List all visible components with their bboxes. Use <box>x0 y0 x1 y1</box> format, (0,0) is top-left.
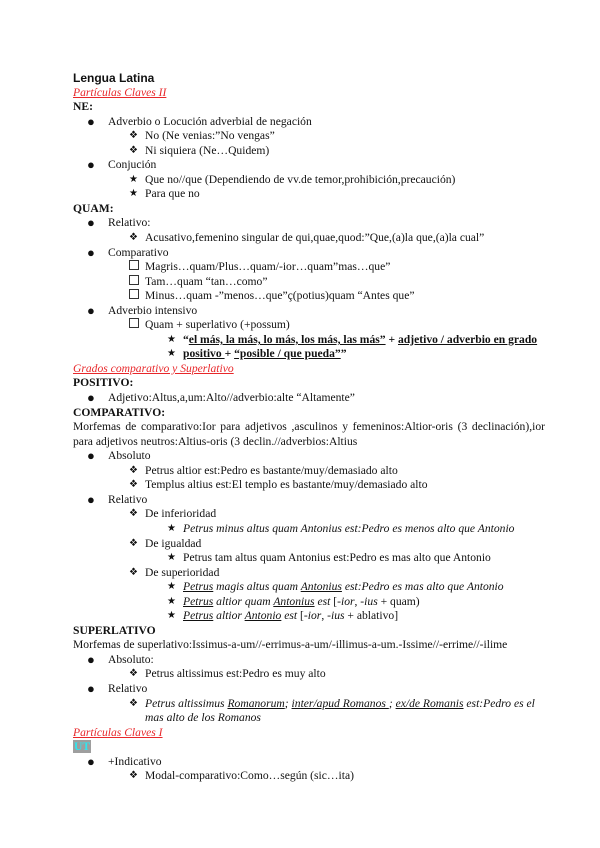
text-run: Que no//que (Dependiendo de vv.de temor,prohibición,precaución) <box>145 172 456 186</box>
list-item <box>73 333 545 348</box>
text-run: ius <box>330 609 345 623</box>
list-item <box>73 609 545 624</box>
text-run: ior <box>307 609 322 623</box>
text-run: Absoluto: <box>108 652 154 666</box>
star-icon: ★ <box>129 173 138 185</box>
star-icon: ★ <box>167 333 176 345</box>
paragraph <box>73 638 545 653</box>
section-heading <box>73 86 545 101</box>
text-run: Antonius <box>300 580 342 594</box>
text-run: SUPERLATIVO <box>73 623 156 637</box>
list-item <box>73 755 545 770</box>
diamond-icon: ❖ <box>129 537 138 549</box>
list-item <box>73 551 545 566</box>
star-icon: ★ <box>167 581 176 593</box>
list-item <box>73 187 545 202</box>
text-run: Morfemas de comparativo:Ior para adjetivos ,asculinos y femeninos:Altior-oris (3 declinación),ior para adjetivos neutros:Altius-oris (3 declin.//adverbios:Altius <box>73 420 545 448</box>
text-run: altior <box>213 609 245 623</box>
text-run: Petrus altissimus est:Pedro es muy alto <box>145 667 326 681</box>
bullet-icon: ● <box>87 651 95 667</box>
list-item <box>73 507 545 522</box>
bullet-icon: ● <box>87 157 95 173</box>
bullet-icon: ● <box>87 302 95 318</box>
list-item <box>73 682 545 697</box>
list-item <box>73 522 545 537</box>
diamond-icon: ❖ <box>129 770 138 782</box>
text-run: est <box>281 609 301 623</box>
list-item <box>73 537 545 552</box>
bullet-icon: ● <box>87 390 95 406</box>
text-run: Petrus <box>183 580 214 594</box>
list-item <box>73 304 545 319</box>
paragraph <box>73 740 545 755</box>
text-run: altior quam <box>213 594 274 608</box>
diamond-icon: ❖ <box>129 668 138 680</box>
list-item <box>73 260 545 275</box>
list-item <box>73 493 545 508</box>
text-run: No (Ne venias:”No vengas” <box>145 129 275 143</box>
text-run: +Indicativo <box>108 754 162 768</box>
list-item <box>73 231 545 246</box>
text-run: Comparativo <box>108 245 169 259</box>
list-item <box>73 566 545 581</box>
list-item <box>73 449 545 464</box>
star-icon: ★ <box>167 552 176 564</box>
text-run: Minus…quam -”menos…que”ç(potius)quam “Antes que” <box>145 289 415 303</box>
text-run: Petrus tam altus quam Antonius est:Pedro es mas alto que Antonio <box>183 551 491 565</box>
list-item <box>73 769 545 784</box>
text-run: + <box>385 332 398 346</box>
diamond-icon: ❖ <box>129 232 138 244</box>
bullet-icon: ● <box>87 215 95 231</box>
text-run: Templus altius est:El templo es bastante/muy/demasiado alto <box>145 478 428 492</box>
text-run: positivo <box>183 347 225 361</box>
text-run: Relativo: <box>108 216 151 230</box>
text-run: Petrus minus altus quam Antonius est:Pedro es menos alto que Antonio <box>183 521 515 535</box>
text-run: UT <box>74 740 91 754</box>
text-run: ; <box>388 696 396 710</box>
section-heading <box>73 726 545 741</box>
list-item <box>73 653 545 668</box>
text-run: ior <box>340 594 355 608</box>
diamond-icon: ❖ <box>129 144 138 156</box>
text-run: Modal-comparativo:Como…según (sic…ita) <box>145 769 354 783</box>
text-run: ius <box>364 594 378 608</box>
text-run: Petrus altior est:Pedro es bastante/muy/demasiado alto <box>145 463 398 477</box>
star-icon: ★ <box>167 522 176 534</box>
text-run: POSITIVO: <box>73 376 134 390</box>
text-run: Magris…quam/Plus…quam/-ior…quam”mas…que” <box>145 260 391 274</box>
document-page <box>73 71 545 784</box>
text-run: “posible / que pueda” <box>234 347 341 361</box>
text-run: NE: <box>73 100 93 114</box>
text-run: inter/apud Romanos <box>291 696 389 710</box>
text-run: Absoluto <box>108 449 151 463</box>
list-item <box>73 580 545 595</box>
text-run: + ablativo] <box>344 609 399 623</box>
text-run: magis altus quam <box>213 580 301 594</box>
star-icon: ★ <box>167 610 176 622</box>
text-run: ” <box>340 347 347 361</box>
diamond-icon: ❖ <box>129 130 138 142</box>
text-run: QUAM: <box>73 201 114 215</box>
bullet-icon: ● <box>87 113 95 129</box>
diamond-icon: ❖ <box>129 479 138 491</box>
bullet-icon: ● <box>87 753 95 769</box>
text-run: Relativo <box>108 681 148 695</box>
list-item <box>73 289 545 304</box>
text-run: ex/de Romanis <box>395 696 464 710</box>
text-run: Adjetivo:Altus,a,um:Alto//adverbio:alte “Altamente” <box>108 391 355 405</box>
list-item <box>73 144 545 159</box>
text-run: Relativo <box>108 492 148 506</box>
paragraph <box>73 420 545 449</box>
text-run: est:Pedro es mas alto que Antonio <box>341 580 504 594</box>
list-item <box>73 667 545 682</box>
box-icon <box>129 275 139 291</box>
list-item <box>73 216 545 231</box>
paragraph <box>73 202 545 217</box>
text-run: Para que no <box>145 187 200 201</box>
text-run: Romanorum <box>227 696 285 710</box>
text-run: est <box>314 594 334 608</box>
text-run: De inferioridad <box>145 507 217 521</box>
box-icon <box>129 289 139 305</box>
text-run: Quam + superlativo (+possum) <box>145 318 290 332</box>
list-item <box>73 391 545 406</box>
text-run: De igualdad <box>145 536 202 550</box>
text-run: Petrus <box>183 594 214 608</box>
list-item <box>73 318 545 333</box>
list-item <box>73 173 545 188</box>
list-item <box>73 478 545 493</box>
text-run: , - <box>321 609 331 623</box>
list-item <box>73 158 545 173</box>
diamond-icon: ❖ <box>129 566 138 578</box>
paragraph <box>73 100 545 115</box>
list-item <box>73 129 545 144</box>
text-run: adjetivo / adverbio en grado <box>397 332 538 346</box>
text-run: Partículas Claves I <box>73 725 163 739</box>
bullet-icon: ● <box>87 680 95 696</box>
text-run: + quam) <box>377 594 420 608</box>
diamond-icon: ❖ <box>129 464 138 476</box>
text-run: Grados comparativo y Superlativo <box>73 361 234 375</box>
star-icon: ★ <box>167 595 176 607</box>
text-run: + <box>224 347 235 361</box>
text-run: Morfemas de superlativo:Issimus-a-um//-errimus-a-um/-illimus-a-um.-Issime//-errime//-ilime <box>73 638 508 652</box>
list-item <box>73 464 545 479</box>
text-run: De superioridad <box>145 565 220 579</box>
bullet-icon: ● <box>87 244 95 260</box>
text-run: Petrus altissimus <box>145 696 228 710</box>
list-item <box>73 697 545 726</box>
paragraph <box>73 406 545 421</box>
text-run: Lengua Latina <box>73 71 155 85</box>
section-heading <box>73 362 545 377</box>
text-run: [- <box>300 609 308 623</box>
text-run: Ni siquiera (Ne…Quidem) <box>145 143 270 157</box>
star-icon: ★ <box>129 188 138 200</box>
text-run: [- <box>333 594 341 608</box>
text-run: ; <box>284 696 292 710</box>
star-icon: ★ <box>167 348 176 360</box>
text-run: “ <box>183 332 189 346</box>
diamond-icon: ❖ <box>129 697 138 709</box>
list-item <box>73 595 545 610</box>
text-run: Tam…quam “tan…como” <box>145 274 268 288</box>
list-item <box>73 246 545 261</box>
text-run: Petrus <box>183 609 214 623</box>
diamond-icon: ❖ <box>129 508 138 520</box>
text-run: Acusativo,femenino singular de qui,quae,quod:”Que,(a)la que,(a)la cual” <box>145 231 485 245</box>
box-icon <box>129 318 139 334</box>
paragraph <box>73 376 545 391</box>
list-item <box>73 275 545 290</box>
text-run: Conjución <box>108 158 157 172</box>
text-run: Antonius <box>273 594 315 608</box>
text-run: Antonio <box>244 609 282 623</box>
bullet-icon: ● <box>87 448 95 464</box>
text-run: est:Pedro es el mas alto de los Romanos <box>145 696 535 725</box>
list-item <box>73 115 545 130</box>
bullet-icon: ● <box>87 491 95 507</box>
text-run: COMPARATIVO: <box>73 405 166 419</box>
text-run: el más, la más, lo más, los más, las más” <box>188 332 386 346</box>
text-run: Adverbio intensivo <box>108 303 198 317</box>
list-item <box>73 347 545 362</box>
box-icon <box>129 260 139 276</box>
text-run: Adverbio o Locución adverbial de negación <box>108 114 312 128</box>
document-title <box>73 71 545 86</box>
text-run: Partículas Claves II <box>73 85 167 99</box>
paragraph <box>73 624 545 639</box>
text-run: , - <box>354 594 365 608</box>
